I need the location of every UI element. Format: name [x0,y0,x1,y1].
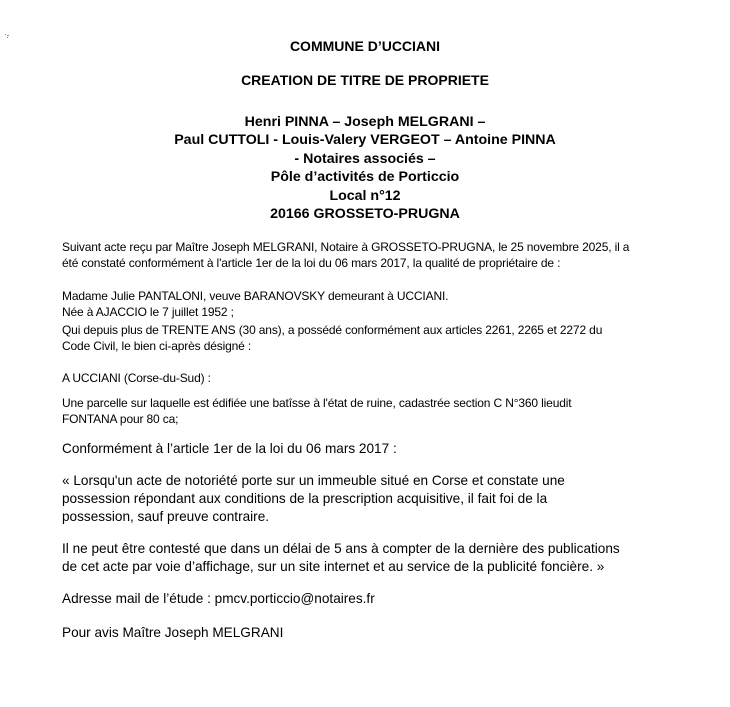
text-line: Il ne peut être contesté que dans un délai de 5 ans à compter de la dernière des publications [62,541,620,556]
text-line: Madame Julie PANTALONI, veuve BARANOVSKY demeurant à UCCIANI. [62,289,449,303]
notaires-line: Paul CUTTOLI - Louis-Valery VERGEOT – Antoine PINNA [174,132,556,149]
paragraph-lieu: A UCCIANI (Corse-du-Sud) : [62,371,211,385]
paragraph-signature: Pour avis Maître Joseph MELGRANI [62,625,284,640]
paragraph-email: Adresse mail de l’étude : pmcv.porticcio@notaires.fr [62,591,375,606]
paragraph-possession [62,322,722,354]
text-line: Suivant acte reçu par Maître Joseph MELGRANI, Notaire à GROSSETO-PRUGNA, le 25 novembre 2025, il a [62,240,630,254]
text-line: Code Civil, le bien ci-après désigné : [62,339,252,353]
paragraph-article: Conformément à l’article 1er de la loi du 06 mars 2017 : [62,441,397,456]
notaires-address-line: Pôle d’activités de Porticcio [270,169,460,186]
text-line: Qui depuis plus de TRENTE ANS (30 ans), a possédé conformément aux articles 2261, 2265 et 2272 du [62,323,603,337]
text-line: « Lorsqu'un acte de notoriété porte sur un immeuble situé en Corse et constate une [62,473,565,488]
text-line: FONTANA pour 80 ca; [62,412,179,426]
document-title: CREATION DE TITRE DE PROPRIETE [241,72,489,88]
text-line: Une parcelle sur laquelle est édifiée une batîsse à l'état de ruine, cadastrée section C N°360 lieudit [62,396,572,410]
paragraph-parcelle [62,395,722,427]
paragraph-proprietaire [62,288,722,320]
notaires-line: Henri PINNA – Joseph MELGRANI – [244,114,486,130]
paragraph-acte [62,239,722,271]
text-line: Née à AJACCIO le 7 juillet 1952 ; [62,305,234,319]
paragraph-citation-1 [62,472,722,526]
notaires-block [0,113,730,223]
notaires-line: - Notaires associés – [294,150,436,167]
text-line: possession, sauf preuve contraire. [62,509,270,524]
notaires-address-line: Local n°12 [329,187,401,204]
text-line: de cet acte par voie d’affichage, sur un site internet et au service de la publicité foncière. » [62,559,605,574]
notaires-address-line: 20166 GROSSETO-PRUGNA [270,206,460,223]
text-line: été constaté conformément à l'article 1er de la loi du 06 mars 2017, la qualité de propriétaire de : [62,256,561,270]
text-line: possession répondant aux conditions de la prescription acquisitive, il fait foi de la [62,491,548,506]
commune-heading: COMMUNE D’UCCIANI [289,38,441,54]
paragraph-citation-2 [62,540,722,576]
